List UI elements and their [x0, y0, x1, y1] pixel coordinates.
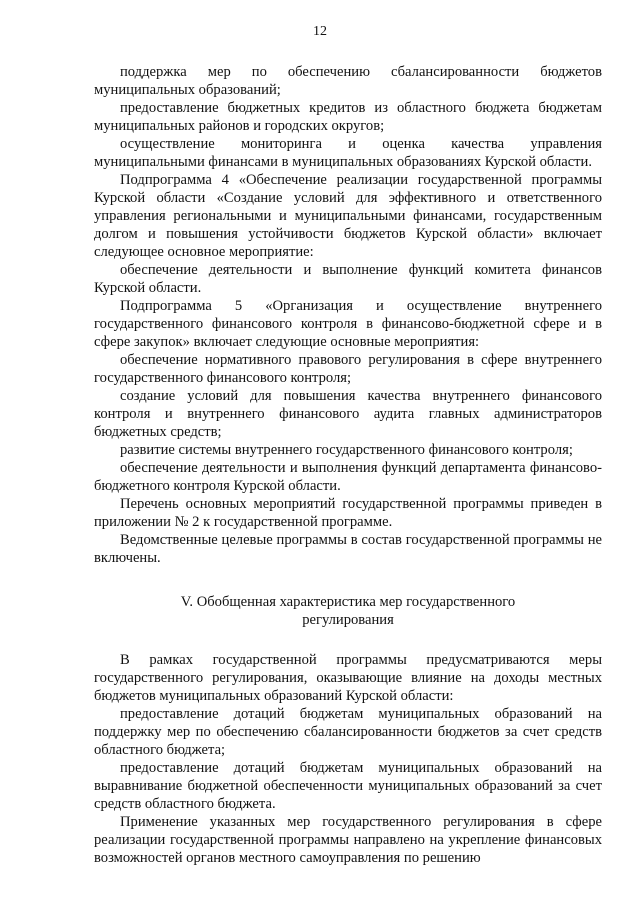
paragraph: осуществление мониторинга и оценка качества управления муниципальными финансами в муниципальных образованиях Курской области.	[94, 136, 602, 170]
paragraph: предоставление бюджетных кредитов из областного бюджета бюджетам муниципальных районов и городских округов;	[94, 100, 602, 134]
section-heading-line: регулирования	[302, 612, 394, 628]
paragraph: Подпрограмма 5 «Организация и осуществление внутреннего государственного финансового контроля в финансово-бюджетной сфере и в сфере закупок» включает следующие основные мероприятия:	[94, 298, 602, 350]
document-body	[94, 63, 602, 867]
section-heading	[94, 593, 602, 629]
paragraph: создание условий для повышения качества внутреннего финансового контроля и внутреннего финансового аудита главных администраторов бюджетных средств;	[94, 388, 602, 440]
paragraph: обеспечение деятельности и выполнение функций комитета финансов Курской области.	[94, 262, 602, 296]
paragraph: Подпрограмма 4 «Обеспечение реализации государственной программы Курской области «Создание условий для эффективного и ответственного управления региональными и муниципальными финансами, государственным долгом и повышения устойчивости бюджетов Курской области» включает следующее основное мероприятие:	[94, 172, 602, 260]
paragraph: Ведомственные целевые программы в состав государственной программы не включены.	[94, 532, 602, 566]
paragraph: В рамках государственной программы предусматриваются меры государственного регулирования, оказывающие влияние на доходы местных бюджетов муниципальных образований Курской области:	[94, 652, 602, 704]
paragraph: развитие системы внутреннего государственного финансового контроля;	[120, 442, 573, 458]
paragraph: поддержка мер по обеспечению сбалансированности бюджетов муниципальных образований;	[94, 64, 602, 98]
page-number: 12	[313, 24, 327, 39]
paragraph: предоставление дотаций бюджетам муниципальных образований на поддержку мер по обеспечению сбалансированности бюджетов за счет средств областного бюджета;	[94, 706, 602, 758]
paragraph: предоставление дотаций бюджетам муниципальных образований на выравнивание бюджетной обеспеченности муниципальных образований за счет средств областного бюджета.	[94, 760, 602, 812]
paragraph: Перечень основных мероприятий государственной программы приведен в приложении № 2 к государственной программе.	[94, 496, 602, 530]
section-heading-line: V. Обобщенная характеристика мер государственного	[180, 594, 516, 610]
paragraph: Применение указанных мер государственного регулирования в сфере реализации государственной программы направлено на укрепление финансовых возможностей органов местного самоуправления по решению	[94, 814, 602, 866]
paragraph: обеспечение нормативного правового регулирования в сфере внутреннего государственного финансового контроля;	[94, 352, 602, 386]
paragraph: обеспечение деятельности и выполнения функций департамента финансово-бюджетного контроля Курской области.	[94, 460, 602, 494]
